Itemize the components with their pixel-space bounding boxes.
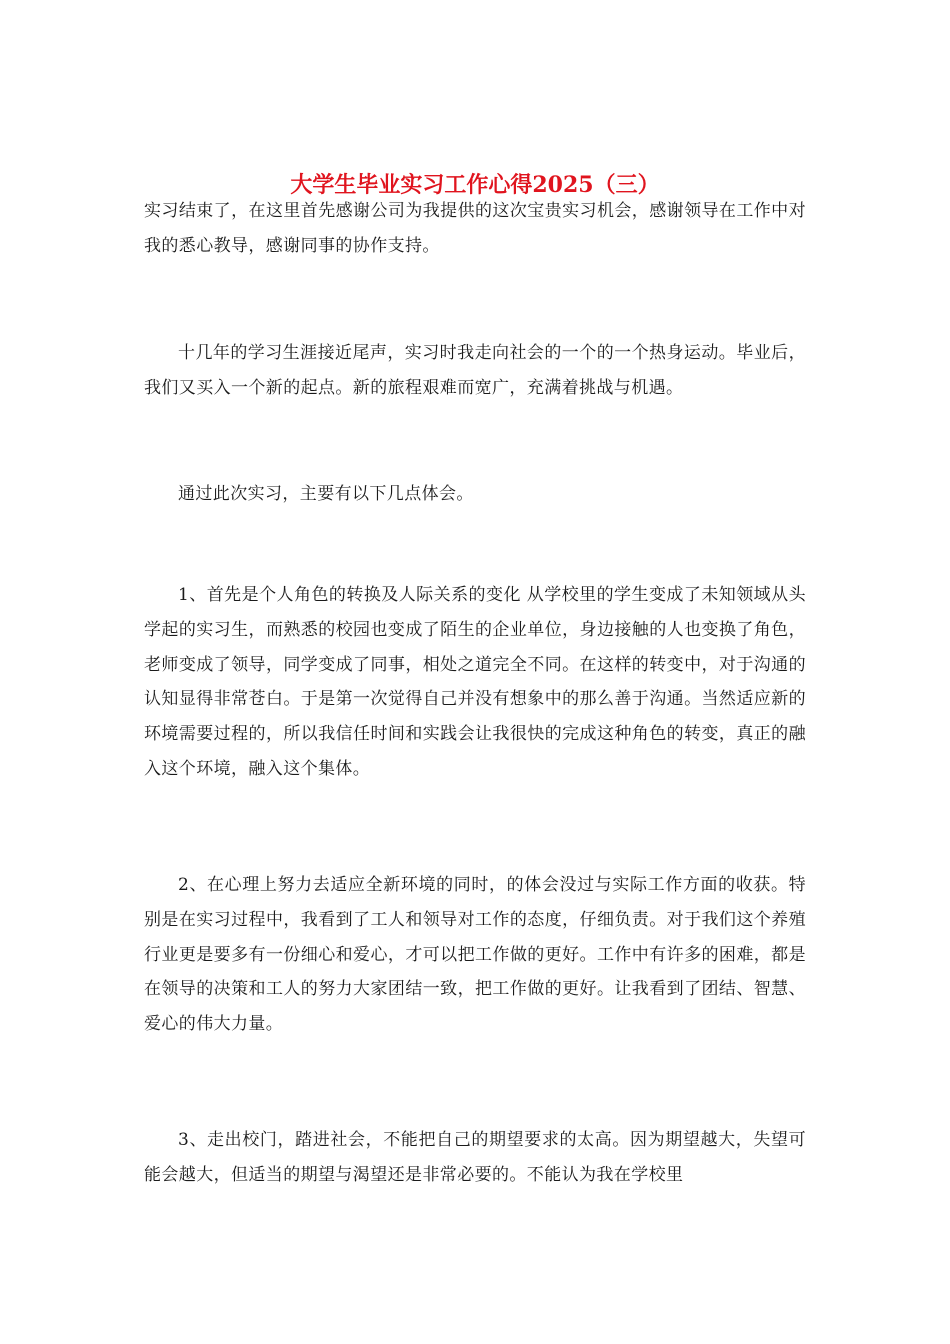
paragraph-summary-intro: 通过此次实习，主要有以下几点体会。 — [178, 484, 474, 504]
paragraph-new-start: 十几年的学习生涯接近尾声，实习时我走向社会的一个的一个热身运动。毕业后，我们又买入一个新的起点。新的旅程艰难而宽广，充满着挑战与机遇。 — [144, 343, 806, 398]
paragraph-point-1: 1、首先是个人角色的转换及人际关系的变化 从学校里的学生变成了未知领域从头学起的实习生，而熟悉的校园也变成了陌生的企业单位，身边接触的人也变换了角色，老师变成了领导，同学变成了同事，相处之道完全不同。在这样的转变中，对于沟通的认知显得非常苍白。于是第一次觉得自己并没有想象中的那么善于沟通。当然适应新的环境需要过程的，所以我信任时间和实践会让我很快的完成这种角色的转变，真正的融入这个环境，融入这个集体。 — [144, 585, 806, 779]
paragraph-acknowledgement: 实习结束了，在这里首先感谢公司为我提供的这次宝贵实习机会，感谢领导在工作中对我的悉心教导，感谢同事的协作支持。 — [144, 201, 806, 256]
document-title: 大学生毕业实习工作心得2025（三） — [290, 171, 660, 198]
paragraph-point-3: 3、走出校门，踏进社会，不能把自己的期望要求的太高。因为期望越大，失望可能会越大，但适当的期望与渴望还是非常必要的。不能认为我在学校里 — [144, 1130, 806, 1185]
paragraph-point-2: 2、在心理上努力去适应全新环境的同时，的体会没过与实际工作方面的收获。特别是在实习过程中，我看到了工人和领导对工作的态度，仔细负责。对于我们这个养殖行业更是要多有一份细心和爱心，才可以把工作做的更好。工作中有许多的困难，都是在领导的决策和工人的努力大家团结一致，把工作做的更好。让我看到了团结、智慧、爱心的伟大力量。 — [144, 875, 806, 1035]
